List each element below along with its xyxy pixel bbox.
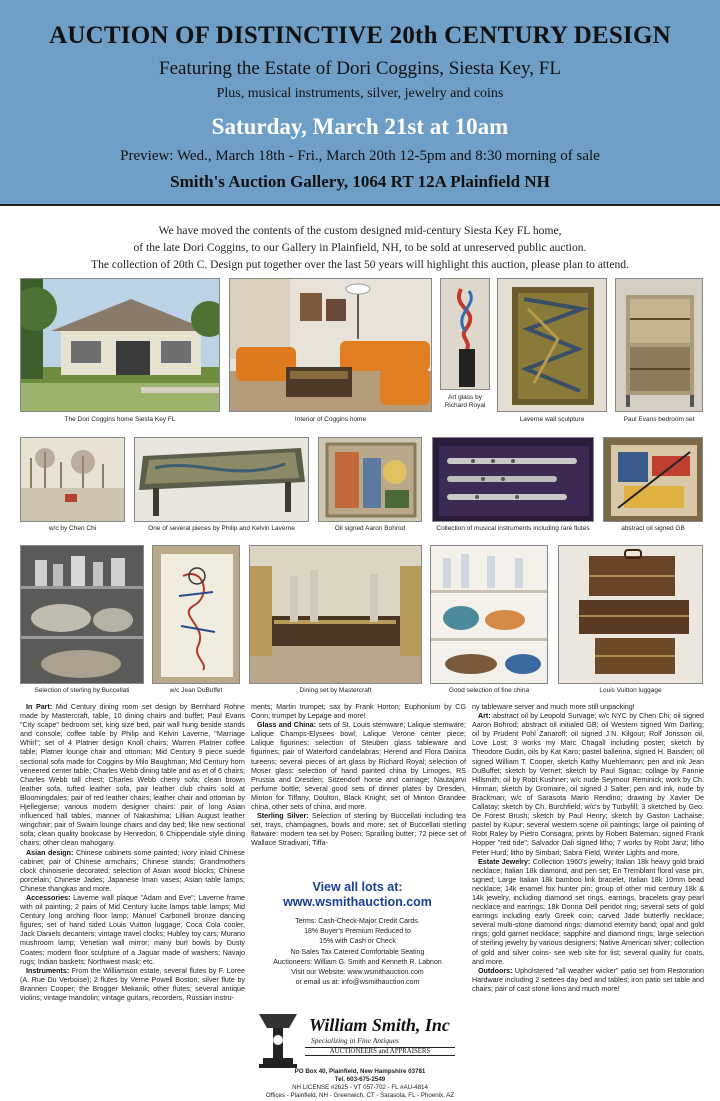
- photo-fine-china: [430, 545, 548, 684]
- paragraph-text: Chinese cabinets some painted; ivory inlaid Chinese cabinet; pair of Chinese armchairs; Chinese stands; Grandmothers clock chinoiserie decorated; selection of Asian wood blocks; Chinese porcelain; Chinese Jades; Japanese Imari vases; Asian table lamps; Chinese thangkas and more.: [20, 848, 245, 893]
- body-column-2: [251, 703, 466, 849]
- company-role: AUCTIONEERS and APPRAISERS: [305, 1047, 455, 1056]
- terms-line: Auctioneers: William G. Smith and Kenneth R. Labnon: [273, 958, 442, 966]
- preview-times: Preview: Wed., March 18th - Fri., March 20th 12-5pm and 8:30 morning of sale: [120, 148, 600, 164]
- paragraph-text: Collection 1960's jewelry; Italian 18k heavy gold braid necklace; Italian 18k diamond, and pen set; En Tremblant floral vase pin, signed; Large Italian 18k bamboo link bracelet, Italian 18k 10mm bead necklace; 14k enamel fox hunter pin; group of other mid century 18k & 14k jewelry, including diamond set rings, earrings, bracelets gray pearl necklace and earrings; 18k Donna Dell peridot ring; several sets of gold earrings including early Greek coin; carved Jade butterfly necklace; several multi-stone diamond rings; diamond eternity band; opal and gold rings; gold garnet necklace; sapphire and diamond rings; large selection of sterling jewelry by various designers; Native American silver; collection of gold and silver coins- see web site for list; several quality fur coats, and more.: [472, 857, 705, 966]
- photo-art-glass: [440, 278, 490, 390]
- photo-mastercraft-dining: [249, 545, 422, 684]
- paragraph-lead: Sterling Silver:: [257, 812, 309, 821]
- view-all-label: View all lots at:: [312, 880, 403, 894]
- lamp-logo-icon: [253, 1012, 303, 1070]
- body-column-3: [472, 703, 704, 994]
- paragraph-text: abstract oil by Leopold Survage; w/c NYC by Chen Chi; oil signed Aaron Bohrod; abstract oil initialed GB; oil Western signed Wm Darling; oil by Prudent Pohl Zanaroff; oil signed J.N. Kilgour; Rolf Jonsson oil, Love Lost; 3 works my Marc Chagall including poster; sketch by Theodore Gudin, oils by Kat Karo; pastel ballerina, signed H. Baisden; oil signed William T. Cooper, sketch Kathy Muehlemann; pen and ink Jean DuBuffet; sketch by Vernet; sketch by Paul Signac; collage by Fannie Hillsmith; oil by Robt Kushner; w/c nude Seymour Reminick; work by Ch. Hinman; sketch by Gromaire, oil signed J Salter; pen and ink, nude by Brackman; w/c of Sarasota Mario Rendino; drawing by Xavier De Callatay; sketch by Ch. Burchfield; w/c's by Turbyfill; 3 sketched by Geo. De Forest Brush; sketch by Paul Henry; sketch by Gaston Lachaise; pastel by Kupur; several western scene oil paintings; large oil painting of Robt Raley by Pietro Consagra; prints by Robert Bateman; signed Frank Hopper "red tide"; Salvador Dali signed litho; 7 works by Robt Janz; litho Peter Hurd; litho by Simbari; Sabra Field, Winter Lights and more.: [472, 712, 704, 857]
- caption-laverne-table: One of several pieces by Philip and Kelvin Laverne: [148, 525, 295, 532]
- paragraph-lead: In Part:: [26, 703, 53, 711]
- body-paragraph: [20, 967, 245, 1003]
- gallery-address: Smith's Auction Gallery, 1064 RT 12A Plainfield NH: [170, 172, 550, 191]
- paragraph-lead: Accessories:: [26, 893, 71, 902]
- intro-text: [0, 222, 720, 273]
- body-paragraph: [20, 703, 245, 849]
- paragraph-text: Upholstered "all weather wicker" patio set from Restoration Hardware including 2 settees day bed and tables; iron patio set table and chairs; pair of cast stone lions and much more!: [472, 966, 704, 993]
- terms-line: Terms: Cash-Check-Major Credit Cards.: [295, 918, 420, 925]
- body-column-1: [20, 703, 245, 1003]
- intro-line: The collection of 20th C. Design put together over the last 50 years will highlight this auction, please plan to attend.: [90, 258, 630, 271]
- body-paragraph: [251, 721, 466, 812]
- page-title: AUCTION OF DISTINCTIVE 20th CENTURY DESIGN: [49, 22, 671, 49]
- intro-line: We have moved the contents of the custom designed mid-century Siesta Key FL home,: [158, 224, 562, 237]
- paragraph-lead: Art:: [478, 712, 491, 721]
- paragraph-text: Mid Century dining room set design by Bernhard Rohne made by Mastercraft, table, 10 dining chairs and buffet; Paul Evans "City scape" bedroom set, king size bed, pair wall hung beside stands and console; coffee table by Philip and Kelvin Laverne, "Marriage Whirl"; set of 4 Platner design Knoll chairs; Warren Platner coffee table; Platner lounge chair and ottoman; Mid Century 9 piece suede sectional sofa made for Coggins by Milo Baughman; Mid Century horn veneered center table; Charles Webb dining table and as et of 6 chairs; Charles Webb tall chest; Charles Webb cherry sofa; clean brown leather sofa, tufted leather sofa, pair leather club chairs sold at Bloomingdales; pair of red leather chairs; leather chair and ottoman by Hjellegjerse; various modern designer chairs: pair of long Asian influenced hall tables, manner of Nakashima; Lillian August leather wingchair; pair of Swaim lounge chairs and day bed; like new sectional sofa; clean quality bookcase by Henredon, 6 Chippendale style dining chairs; other clean mahogany.: [20, 703, 245, 848]
- caption-evans-bedroom: Paul Evans bedroom set: [623, 416, 695, 423]
- caption-art-glass-line: Art glass by: [448, 394, 482, 401]
- paragraph-lead: Estate Jewelry:: [478, 857, 531, 866]
- body-paragraph: [472, 703, 704, 712]
- caption-buccellati: Selection of sterling by Buccellati: [34, 687, 130, 694]
- paragraph-lead: Instruments:: [26, 966, 70, 975]
- terms-line: Visit our Website: www.wsmithauction.com: [291, 969, 424, 977]
- company-name: William Smith, Inc: [309, 1015, 450, 1035]
- paragraph-text: ny tableware server and much more still unpacking!: [472, 703, 635, 711]
- paragraph-lead: Outdoors:: [478, 966, 513, 975]
- paragraph-text: Selection of sterling by Buccellati including tea set, trays, champagnes, bowls and more; set of Buccellati sterling flatware: modern tea set by Posen; Spratling butter; 72 piece set of Wallace Stradivari; Tiffa-: [251, 812, 466, 848]
- paragraph-lead: Asian design:: [26, 848, 74, 857]
- photo-evans-bedroom: [615, 278, 703, 412]
- header-banner: [0, 0, 720, 206]
- body-paragraph: [251, 812, 466, 848]
- photo-dubuffet-wc: [152, 545, 240, 684]
- company-tagline: Specializing in Fine Antiques: [311, 1036, 399, 1045]
- body-paragraph: [472, 967, 704, 994]
- photo-louis-vuitton: [558, 545, 703, 684]
- intro-line: of the late Dori Coggins, to our Gallery in Plainfield, NH, to be sold at unreserved public auction.: [133, 241, 587, 254]
- terms-block: [249, 917, 466, 988]
- paragraph-lead: Glass and China:: [257, 721, 317, 730]
- caption-bohrod: Oil signed Aaron Bohrod: [334, 525, 406, 532]
- photo-abstract-gb: [603, 437, 703, 522]
- subtitle-estate: Featuring the Estate of Dori Coggins, Siesta Key, FL: [159, 58, 561, 79]
- paragraph-text: ments; Martin trumpet; sax by Frank Horton; Euphonium by CG Conn; trumpet by Lepage and more!: [251, 703, 466, 721]
- caption-chen-chi: w/c by Chen Chi: [48, 525, 97, 532]
- subtitle-extras: Plus, musical instruments, silver, jewelry and coins: [216, 86, 504, 101]
- caption-vuitton: Louis Vuitton luggage: [599, 687, 662, 694]
- terms-line: or email us at: info@wsmithauction.com: [295, 979, 420, 987]
- caption-flutes: Collection of musical instruments including rare flutes: [436, 525, 590, 532]
- caption-art-glass-line: Richard Royal: [444, 402, 486, 409]
- body-paragraph: [472, 858, 704, 967]
- terms-line: 18% Buyer's Premium Reduced to: [304, 928, 411, 936]
- contact-line: PO Box 40, Plainfield, New Hampshire 03781: [294, 1068, 426, 1075]
- contact-line: Tel. 603-675-2549: [334, 1076, 386, 1083]
- caption-mastercraft: Dining set by Mastercraft: [299, 687, 372, 694]
- caption-interior: Interior of Coggins home: [294, 416, 367, 423]
- caption-coggins-home: The Dori Coggins home Siesta Key FL: [64, 416, 176, 423]
- caption-dubuffet: w/c Jean DuBuffet: [169, 687, 223, 694]
- contact-info: [255, 1068, 465, 1100]
- photo-coggins-home: [20, 278, 220, 412]
- center-info: [249, 880, 466, 988]
- paragraph-text: sets of St. Louis stemware; Lalique stemware; Lalique Champs-Elysees bowl; Lalique Verone center piece; Lalique figurines; selection of Steuben glass tableware and figurines; pair of Waterford candelabras; Herend and Flora Danica tureens; several pieces of art glass by Richard Royal; selection of Moser glass; selection of hand painted china by Limoges, RS Prussia and Dresden; Sitzendorf horse and carriage; Nautajarvi perfume bottle; several good sets of dinner plates by Dresden, Minton for Tiffany, Doulton, Black Knight; set of Minton Grandee china, other sets of china, and more.: [251, 721, 467, 812]
- photo-buccellati-sterling: [20, 545, 144, 684]
- photo-coggins-interior: [229, 278, 432, 412]
- auction-date: Saturday, March 21st at 10am: [211, 114, 509, 139]
- terms-line: 15% with Cash or Check: [319, 938, 396, 946]
- photo-flutes: [432, 437, 594, 522]
- photo-chen-chi-wc: [20, 437, 125, 522]
- body-paragraph: [20, 894, 245, 967]
- caption-laverne-sculpture: Laverne wall sculpture: [519, 416, 585, 423]
- company-logo: [253, 1012, 466, 1072]
- terms-line: No Sales Tax Catered Comfortable Seating: [290, 948, 425, 956]
- photo-laverne-sculpture: [497, 278, 607, 412]
- website-link[interactable]: www.wsmithauction.com: [283, 895, 432, 909]
- body-paragraph: [251, 703, 466, 721]
- caption-china: Good selection of fine china: [448, 687, 530, 694]
- contact-line: NH LICENSE #2625 - VT 057-702 - FL #AU-4814: [292, 1084, 428, 1091]
- paragraph-text: From the Williamson estate, several flutes by F. Loree (A. Rue Du Verboise); 2 flutes by Verne Powell Boston; silver flute by Brannen Cooper; the Brogger Mekanik; other flutes; several antique violins; vintage mandolin; vintage guitars, recorders, Russian instru-: [20, 966, 245, 1002]
- photo-laverne-table: [134, 437, 309, 522]
- body-paragraph: [20, 849, 245, 894]
- body-paragraph: [472, 712, 704, 858]
- contact-line: Offices - Plainfield, NH - Greenwich, CT - Sarasota, FL - Phoenix, AZ: [265, 1092, 455, 1099]
- paragraph-text: Laverne wall plaque "Adam and Eve"; Laverne frame with oil painting; 2 pairs of Mid Century lucite lamps table lamps; Mid Century long arching floor lamp; Manuel Carbonell bronze dancing figures; set of hand sided Louis Vuitton luggage; Coca Cola cooler, Jack Daniels decanters; vintage travel clocks; Hubley toy cars; Murano mushroom lamp; Venetian wall mirror; many burl bowls by Dusty Coates; modern floor sculpture of a Jaguar made of washers; Navajo rugs; Indian baskets; Northwest mask; etc.: [20, 893, 245, 966]
- caption-abstract-gb: abstract oil signed GB: [621, 525, 685, 532]
- photo-bohrod-oil: [318, 437, 422, 522]
- caption-art-glass: [440, 394, 490, 410]
